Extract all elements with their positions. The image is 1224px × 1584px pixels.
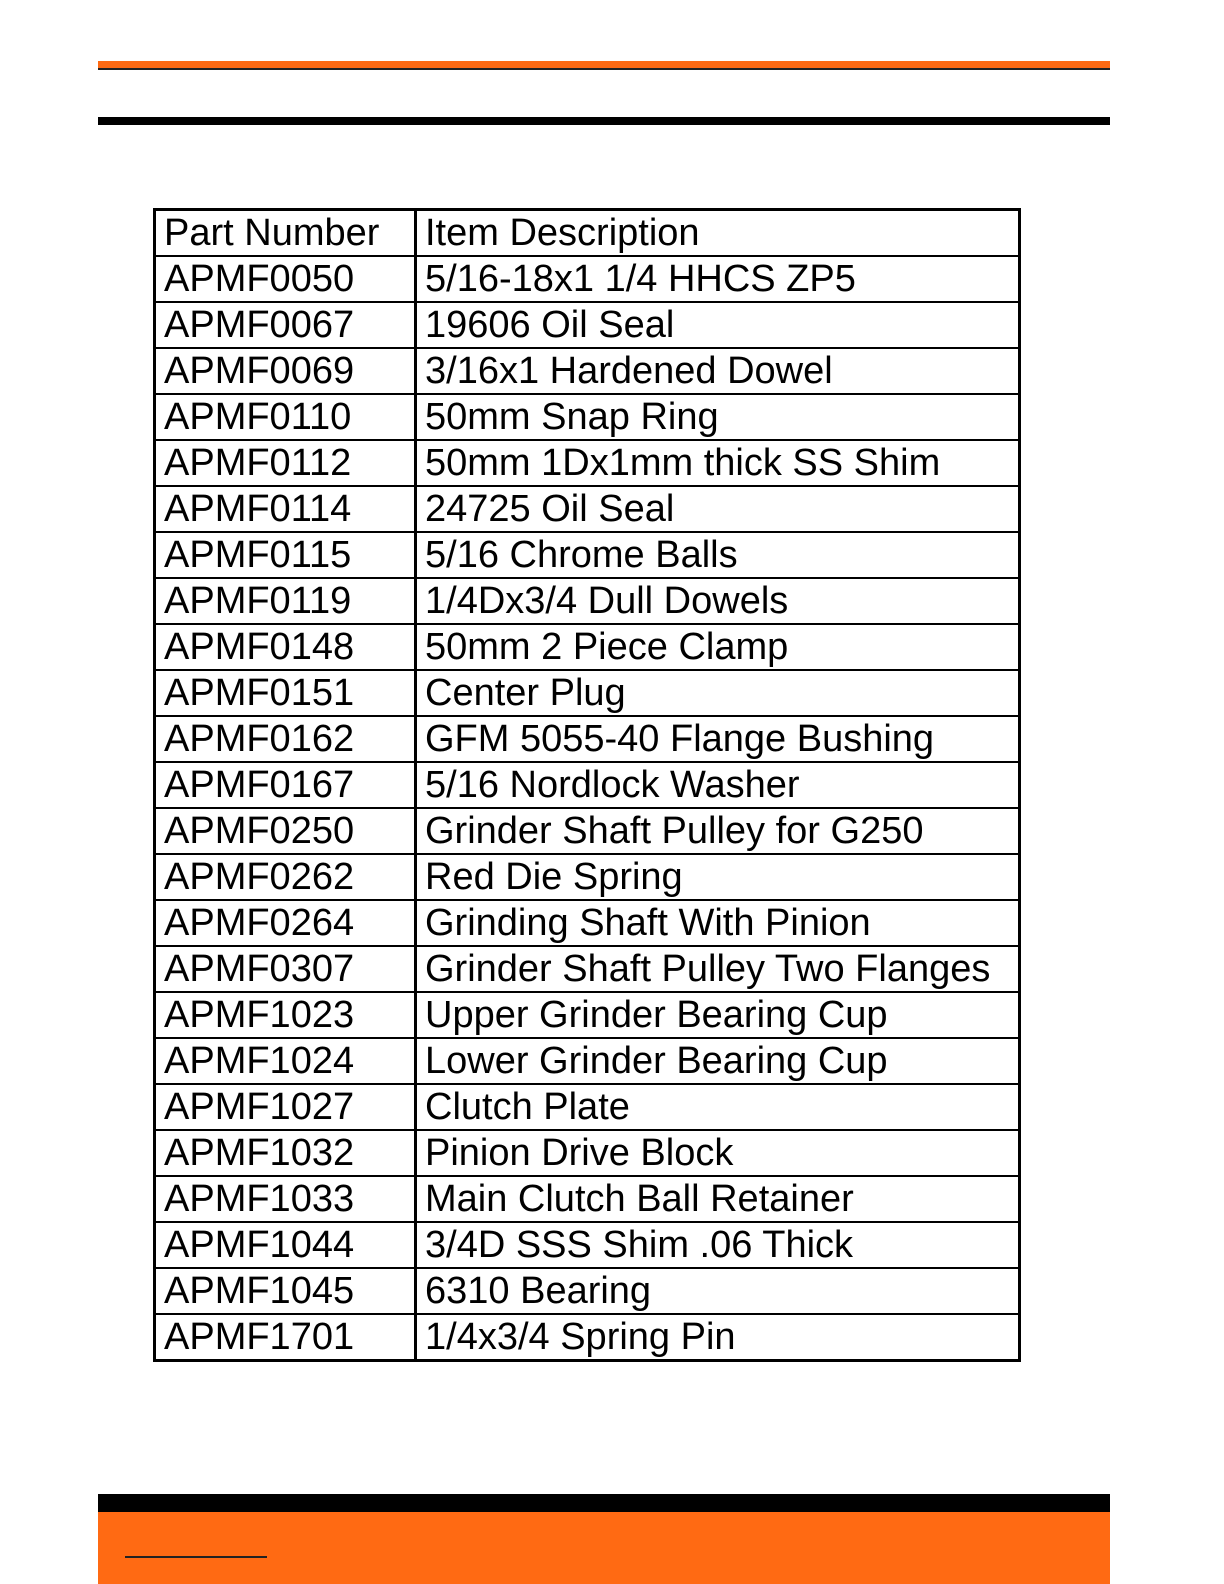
- part-number-cell: APMF0110: [155, 394, 416, 440]
- table-row: [155, 394, 1020, 440]
- table-row: [155, 440, 1020, 486]
- part-number-cell: APMF1045: [155, 1268, 416, 1314]
- table-row: [155, 1176, 1020, 1222]
- item-description-cell: 6310 Bearing: [416, 1268, 1020, 1314]
- item-description-cell: 1/4x3/4 Spring Pin: [416, 1314, 1020, 1361]
- part-number-cell: APMF0119: [155, 578, 416, 624]
- item-description-cell: 5/16 Nordlock Washer: [416, 762, 1020, 808]
- part-number-cell: APMF0264: [155, 900, 416, 946]
- item-description-cell: Grinding Shaft With Pinion: [416, 900, 1020, 946]
- part-number-cell: APMF0112: [155, 440, 416, 486]
- table-header-row: [155, 210, 1020, 257]
- part-number-cell: APMF0307: [155, 946, 416, 992]
- part-number-cell: APMF1024: [155, 1038, 416, 1084]
- item-description-cell: 50mm 1Dx1mm thick SS Shim: [416, 440, 1020, 486]
- part-number-cell: APMF0148: [155, 624, 416, 670]
- part-number-cell: APMF0262: [155, 854, 416, 900]
- table-row: [155, 670, 1020, 716]
- part-number-cell: APMF1027: [155, 1084, 416, 1130]
- table-row: [155, 946, 1020, 992]
- part-number-cell: APMF1701: [155, 1314, 416, 1361]
- footer-orange-band: [98, 1512, 1110, 1584]
- parts-table: [153, 208, 1021, 1362]
- part-number-cell: APMF1044: [155, 1222, 416, 1268]
- header-orange-rule: [98, 61, 1110, 70]
- table-row: [155, 348, 1020, 394]
- parts-table-body: [155, 256, 1020, 1361]
- item-description-cell: Center Plug: [416, 670, 1020, 716]
- item-description-cell: Red Die Spring: [416, 854, 1020, 900]
- part-number-cell: APMF0115: [155, 532, 416, 578]
- item-description-cell: Main Clutch Ball Retainer: [416, 1176, 1020, 1222]
- table-row: [155, 854, 1020, 900]
- part-number-cell: APMF0069: [155, 348, 416, 394]
- footer-underline: [125, 1556, 267, 1558]
- table-row: [155, 624, 1020, 670]
- footer-black-rule: [98, 1494, 1110, 1512]
- part-number-cell: APMF1032: [155, 1130, 416, 1176]
- table-row: [155, 1222, 1020, 1268]
- item-description-cell: 3/16x1 Hardened Dowel: [416, 348, 1020, 394]
- table-row: [155, 1038, 1020, 1084]
- part-number-cell: APMF0151: [155, 670, 416, 716]
- table-row: [155, 762, 1020, 808]
- table-row: [155, 486, 1020, 532]
- table-row: [155, 1084, 1020, 1130]
- table-row: [155, 1314, 1020, 1361]
- item-description-cell: Pinion Drive Block: [416, 1130, 1020, 1176]
- item-description-cell: Grinder Shaft Pulley Two Flanges: [416, 946, 1020, 992]
- header-part-number: Part Number: [155, 210, 416, 257]
- header-item-description: Item Description: [416, 210, 1020, 257]
- item-description-cell: Lower Grinder Bearing Cup: [416, 1038, 1020, 1084]
- table-row: [155, 900, 1020, 946]
- table-row: [155, 256, 1020, 302]
- item-description-cell: GFM 5055-40 Flange Bushing: [416, 716, 1020, 762]
- table-row: [155, 302, 1020, 348]
- item-description-cell: Upper Grinder Bearing Cup: [416, 992, 1020, 1038]
- part-number-cell: APMF0167: [155, 762, 416, 808]
- table-row: [155, 578, 1020, 624]
- item-description-cell: 50mm Snap Ring: [416, 394, 1020, 440]
- part-number-cell: APMF0114: [155, 486, 416, 532]
- part-number-cell: APMF0067: [155, 302, 416, 348]
- item-description-cell: 5/16-18x1 1/4 HHCS ZP5: [416, 256, 1020, 302]
- item-description-cell: 5/16 Chrome Balls: [416, 532, 1020, 578]
- table-row: [155, 716, 1020, 762]
- header-black-rule: [98, 117, 1110, 125]
- table-row: [155, 1130, 1020, 1176]
- item-description-cell: Clutch Plate: [416, 1084, 1020, 1130]
- table-row: [155, 992, 1020, 1038]
- part-number-cell: APMF0162: [155, 716, 416, 762]
- item-description-cell: 24725 Oil Seal: [416, 486, 1020, 532]
- item-description-cell: Grinder Shaft Pulley for G250: [416, 808, 1020, 854]
- table-row: [155, 532, 1020, 578]
- part-number-cell: APMF1033: [155, 1176, 416, 1222]
- item-description-cell: 50mm 2 Piece Clamp: [416, 624, 1020, 670]
- part-number-cell: APMF1023: [155, 992, 416, 1038]
- item-description-cell: 19606 Oil Seal: [416, 302, 1020, 348]
- part-number-cell: APMF0050: [155, 256, 416, 302]
- item-description-cell: 3/4D SSS Shim .06 Thick: [416, 1222, 1020, 1268]
- table-row: [155, 808, 1020, 854]
- part-number-cell: APMF0250: [155, 808, 416, 854]
- table-row: [155, 1268, 1020, 1314]
- item-description-cell: 1/4Dx3/4 Dull Dowels: [416, 578, 1020, 624]
